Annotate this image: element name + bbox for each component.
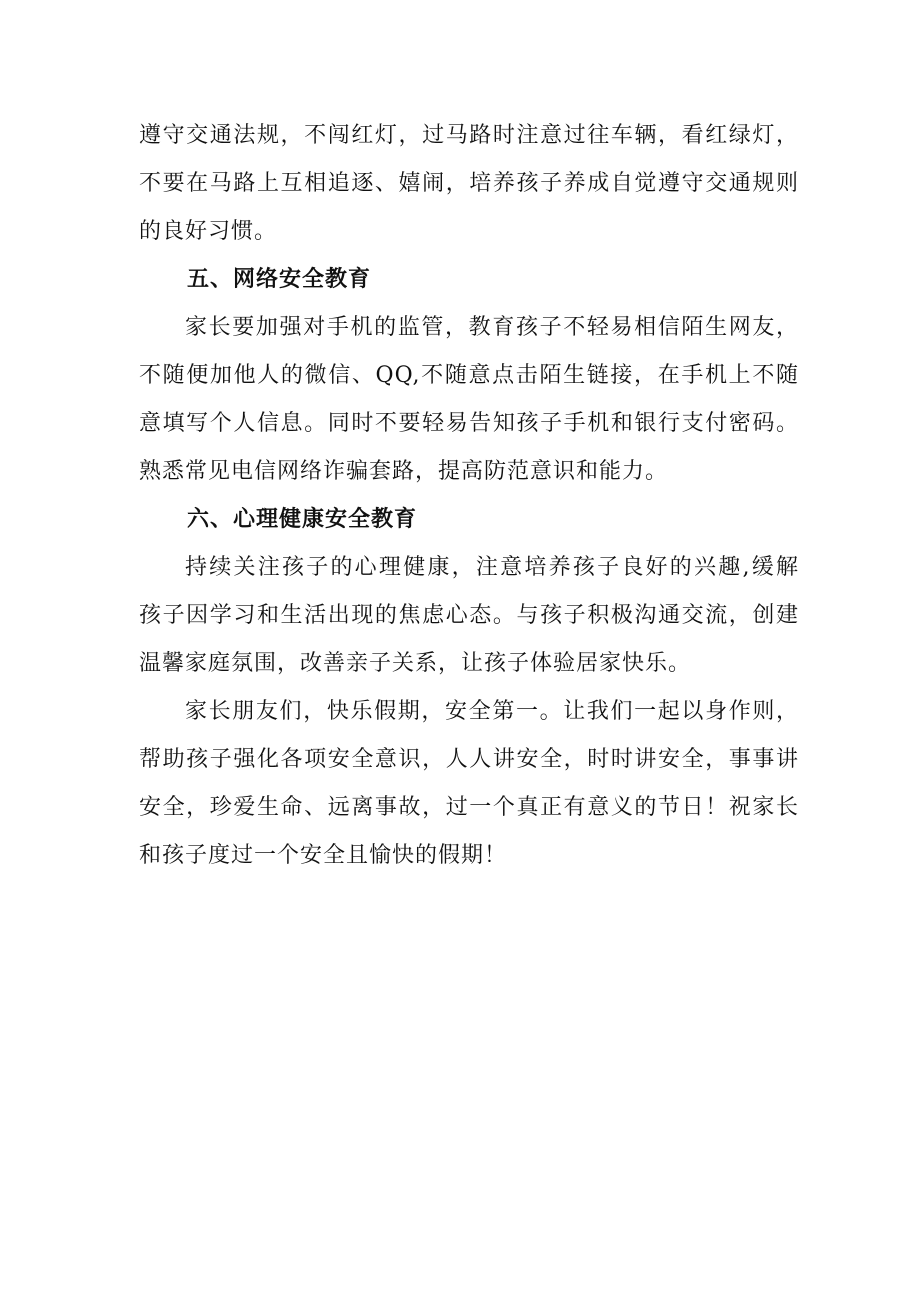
paragraph-line: 温馨家庭氛围，改善亲子关系，让孩子体验居家快乐。 xyxy=(139,651,692,676)
paragraph-line: 的良好习惯。 xyxy=(139,219,278,244)
paragraph-line: 和孩子度过一个安全且愉快的假期！ xyxy=(139,843,508,868)
paragraph-line: 不要在马路上互相追逐、嬉闹，培养孩子养成自觉遵守交通规则 xyxy=(139,171,799,196)
traffic-paragraph xyxy=(139,112,799,256)
paragraph-line: 安全，珍爱生命、远离事故，过一个真正有意义的节日！祝家长 xyxy=(139,795,799,820)
paragraph-line: 熟悉常见电信网络诈骗套路，提高防范意识和能力。 xyxy=(139,459,669,484)
section-heading-mental-health: 六、心理健康安全教育 xyxy=(187,507,418,532)
paragraph-line: 帮助孩子强化各项安全意识，人人讲安全，时时讲安全，事事讲 xyxy=(139,747,799,772)
section-heading-network-safety: 五、网络安全教育 xyxy=(187,267,372,292)
paragraph-line: 持续关注孩子的心理健康，注意培养孩子良好的兴趣,缓解 xyxy=(185,555,799,580)
paragraph-line: 不随便加他人的微信、QQ,不随意点击陌生链接，在手机上不随 xyxy=(139,363,799,388)
document-body xyxy=(139,112,799,880)
closing-paragraph xyxy=(139,688,799,880)
paragraph-line: 家长朋友们，快乐假期，安全第一。让我们一起以身作则， xyxy=(185,699,799,724)
paragraph-line: 孩子因学习和生活出现的焦虑心态。与孩子积极沟通交流，创建 xyxy=(139,603,799,628)
paragraph-line: 意填写个人信息。同时不要轻易告知孩子手机和银行支付密码。 xyxy=(139,411,799,436)
paragraph-line: 家长要加强对手机的监管，教育孩子不轻易相信陌生网友， xyxy=(185,315,799,340)
network-safety-paragraph xyxy=(139,304,799,496)
mental-health-paragraph xyxy=(139,544,799,688)
paragraph-line: 遵守交通法规，不闯红灯，过马路时注意过往车辆，看红绿灯， xyxy=(139,123,799,148)
